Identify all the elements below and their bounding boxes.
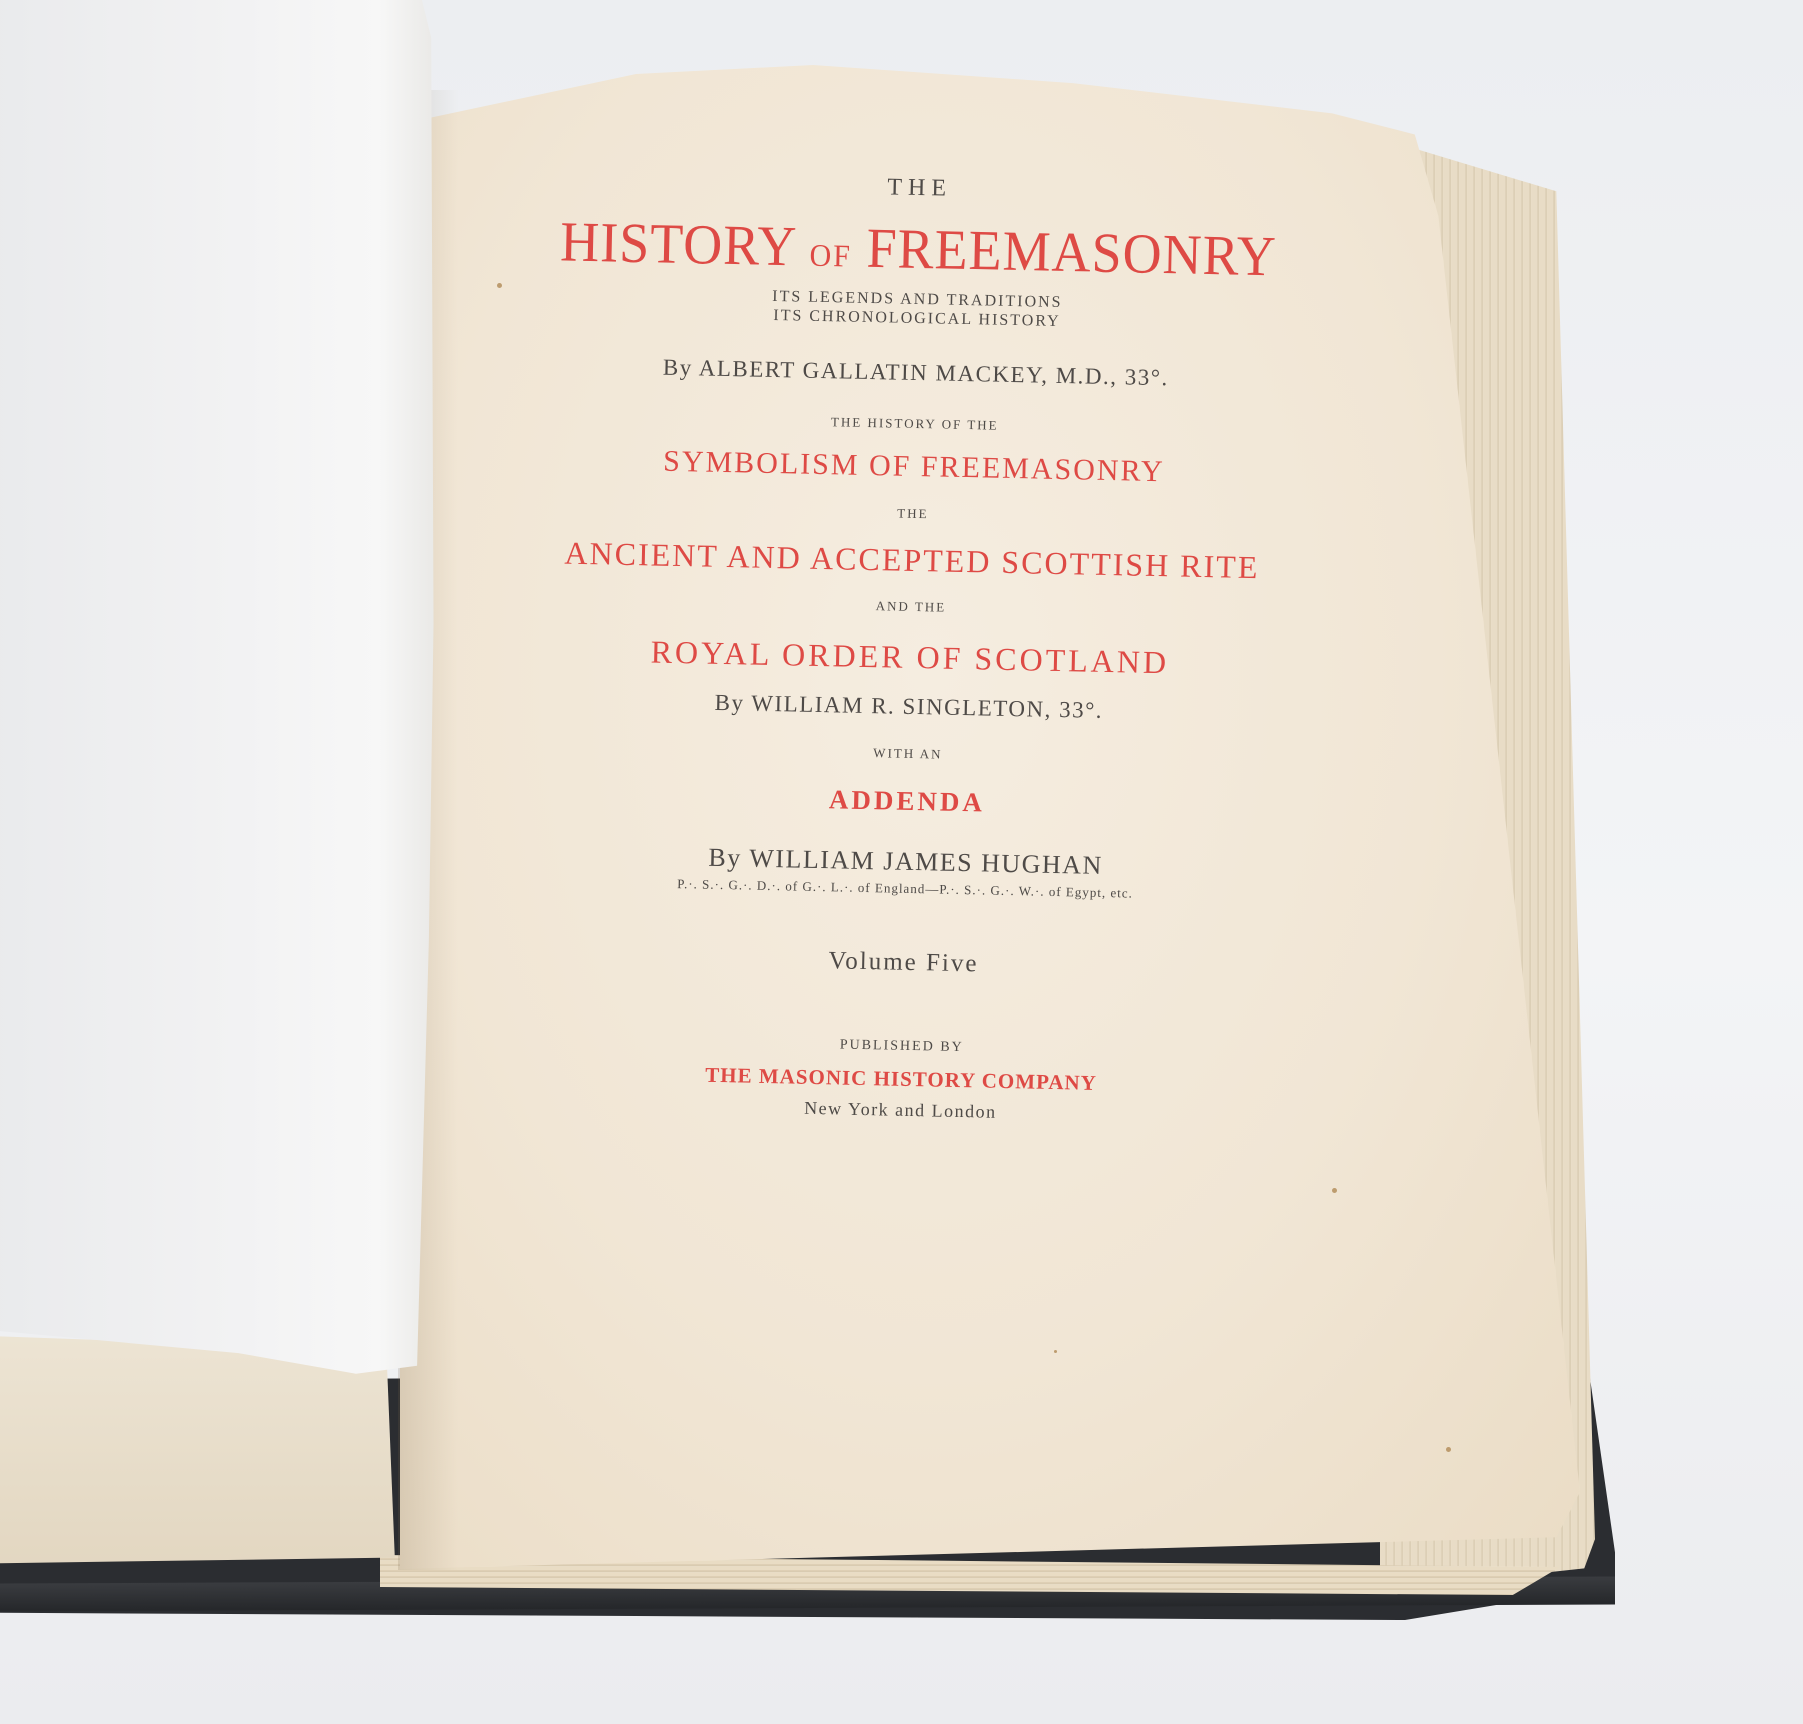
author-singleton: By WILLIAM R. SINGLETON, 33°.: [714, 689, 1104, 723]
published-by: PUBLISHED BY: [839, 1037, 964, 1056]
main-title-of: OF: [809, 238, 853, 274]
left-blank-leaf: [0, 0, 450, 1575]
main-title-part1: HISTORY: [559, 209, 796, 278]
main-title: [468, 207, 1369, 291]
author-credentials: P.·. S.·. G.·. D.·. of G.·. L.·. of England—P.·. S.·. G.·. W.·. of Egypt, etc.: [677, 876, 1134, 901]
subtitle-line2: ITS CHRONOLOGICAL HISTORY: [773, 306, 1061, 330]
connector-history-of-the: THE HISTORY OF THE: [830, 414, 999, 433]
volume-label: Volume Five: [828, 947, 979, 978]
title-the: THE: [887, 174, 953, 202]
title-page-text: [450, 166, 1370, 1131]
main-title-part2: FREEMASONRY: [865, 216, 1278, 288]
foxing-spot: [1332, 1188, 1337, 1193]
author-hughan: By WILLIAM JAMES HUGHAN: [708, 842, 1104, 880]
section-addenda: ADDENDA: [828, 784, 986, 818]
section-royal-order: ROYAL ORDER OF SCOTLAND: [650, 633, 1170, 681]
section-scottish-rite: ANCIENT AND ACCEPTED SCOTTISH RITE: [564, 534, 1260, 586]
subtitle-line1: ITS LEGENDS AND TRADITIONS: [772, 287, 1063, 312]
author-mackey: By ALBERT GALLATIN MACKEY, M.D., 33°.: [662, 354, 1170, 391]
connector-the: THE: [897, 505, 929, 522]
foxing-spot: [1446, 1447, 1451, 1452]
publisher-name: THE MASONIC HISTORY COMPANY: [705, 1062, 1098, 1095]
connector-and-the: AND THE: [875, 598, 947, 615]
section-symbolism: SYMBOLISM OF FREEMASONRY: [662, 444, 1165, 489]
connector-with-an: WITH AN: [873, 745, 943, 762]
publisher-cities: New York and London: [803, 1097, 997, 1122]
foxing-spot: [1054, 1350, 1057, 1353]
